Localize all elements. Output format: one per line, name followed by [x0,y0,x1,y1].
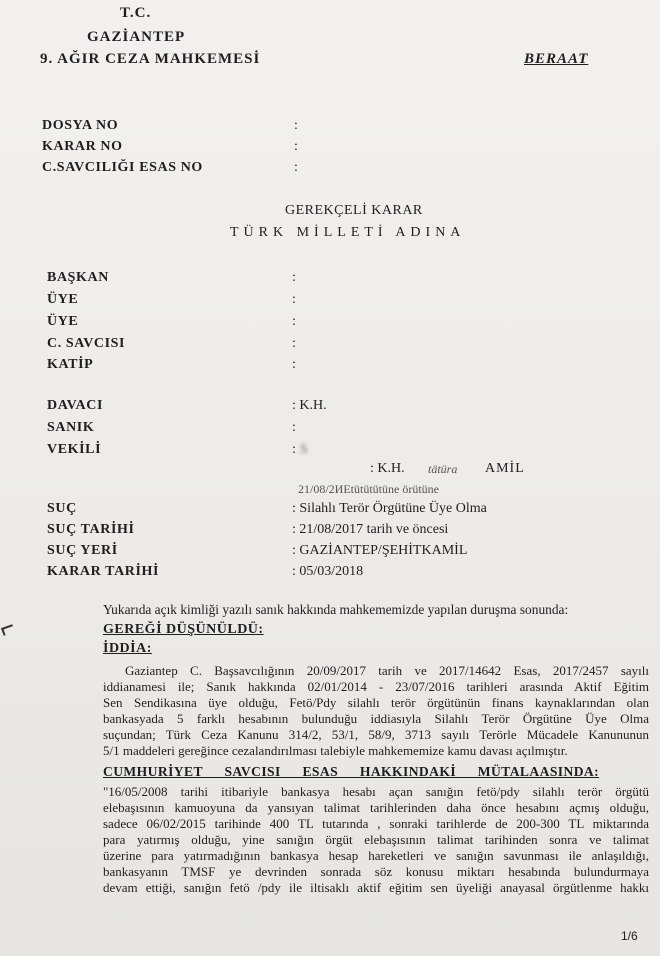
paragraph-line: elebaşısının kamuoyuna da yansıyan talimat tarihlerinden daha önce hesabını açmış olduğu, [103,800,649,815]
crime-field-label: SUÇ TARİHİ [47,522,135,537]
case-field-label: DOSYA NO [42,118,119,133]
attorney-sep: : [292,442,296,457]
heading-gerekci: GEREĞİ DÜŞÜNÜLDÜ: [103,622,264,637]
header-court: 9. AĞIR CEZA MAHKEMESİ [40,51,261,67]
defendant-detail-name: AMİL [485,461,525,476]
defendant-detail-garbled-2: 21/08/2ИЕtütütütüne örütüne [298,482,439,496]
heading-mutalaa: CUMHURİYET SAVCISI ESAS HAKKINDAKİ MÜTALAASINDA: [103,764,600,779]
mutalaa-paragraph [103,784,649,896]
header-city: GAZİANTEP [87,29,186,45]
paragraph-line: sadece 06/02/2015 tarihinde 400 TL tutarında , sonraki tarihlerde de 200-300 TL miktarında [103,816,649,831]
court-field-label: BAŞKAN [47,270,109,285]
case-field-sep: : [294,118,298,133]
document-subtitle: TÜRK MİLLETİ ADINA [230,225,466,240]
crime-field-value: : Silahlı Terör Örgütüne Üye Olma [292,501,487,516]
document-title: GEREKÇELİ KARAR [285,203,423,218]
paragraph-line: bankasyada 5 farklı hesabının bulunduğu iddiasıyla Silahlı Terör Örgütüne Üye Olma [103,711,649,726]
court-field-sep: : [292,270,296,285]
attorney-label: VEKİLİ [47,442,102,457]
court-field-sep: : [292,336,296,351]
paragraph-line: 5/1 maddeleri gereğince cezalandırılması talebiyle mahkememize kamu davası açılmıştır. [103,743,568,758]
court-field-sep: : [292,292,296,307]
margin-pen-mark [1,624,15,636]
case-field-sep: : [294,160,298,175]
paragraph-line: "16/05/2008 tarihi itibariyle bankasya hesabı açan sanığın fetö/pdy silahlı terör örgütü [103,784,649,799]
defendant-sep: : [292,420,296,435]
heading-iddia: İDDİA: [103,641,152,656]
court-field-label: ÜYE [47,314,79,329]
crime-field-value: : 05/03/2018 [292,564,364,579]
court-field-label: C. SAVCISI [47,336,126,351]
court-field-sep: : [292,314,296,329]
paragraph-line: bankasyanın TMSF ye devrinden sonrada söz konusu miktarı hesabında bulundurmaya [103,864,649,879]
page-number: 1/6 [621,929,638,943]
court-field-label: ÜYE [47,292,79,307]
paragraph-line: Gaziantep C. Başsavcılığının 20/09/2017 tarih ve 2017/14642 Esas, 2017/2457 sayılı [125,663,649,678]
paragraph-line: suçundan; Türk Ceza Kanunu 314/2, 53/1, 58/9, 3713 sayılı Terörle Mücadele Kanununun [103,727,649,742]
defendant-label: SANIK [47,420,95,435]
plaintiff-value: : K.H. [292,398,327,413]
paragraph-line: devam ettiği, sanığın fetö /pdy ile iltisaklı aktif eğitim sen üyeliği anayasal örgütlenme hakkı [103,880,649,895]
court-field-sep: : [292,357,296,372]
iddia-paragraph [103,663,649,759]
case-field-label: KARAR NO [42,139,123,154]
court-field-label: KATİP [47,357,94,372]
attorney-redacted-value: S [300,442,308,457]
paragraph-line: Sen Sendikasına üye olduğu, Fetö/Pdy silahlı terör örgütünün finans kaynaklarından olan [103,695,649,710]
paragraph-line: üzerine para yatırmadığının bankasya hesap hareketleri ve sanığın savunması ile anlaşıldığı, [103,848,649,863]
header-tc: T.C. [120,5,152,21]
intro-sentence: Yukarıda açık kimliği yazılı sanık hakkında mahkememizde yapılan duruşma sonunda: [103,602,569,617]
plaintiff-label: DAVACI [47,398,103,413]
crime-field-label: SUÇ YERİ [47,543,118,558]
defendant-detail-garbled: tätüra [428,462,458,476]
crime-field-value: : 21/08/2017 tarih ve öncesi [292,522,449,537]
case-field-label: C.SAVCILIĞI ESAS NO [42,160,203,175]
crime-field-label: KARAR TARİHİ [47,564,160,579]
paragraph-line: iddianamesi ile; Sanık hakkında 02/01/2014 - 23/07/2016 tarihleri arasında Aktif Eğitim [103,679,649,694]
verdict-label: BERAAT [524,51,589,67]
crime-field-value: : GAZİANTEP/ŞEHİTKAMİL [292,543,468,558]
paragraph-line: para yatırmış olduğu, yine sanığın örgüt elebaşısının talimat tarihinden sonra ve talimat [103,832,649,847]
defendant-detail: : K.H. [370,461,405,476]
case-field-sep: : [294,139,298,154]
crime-field-label: SUÇ [47,501,77,516]
